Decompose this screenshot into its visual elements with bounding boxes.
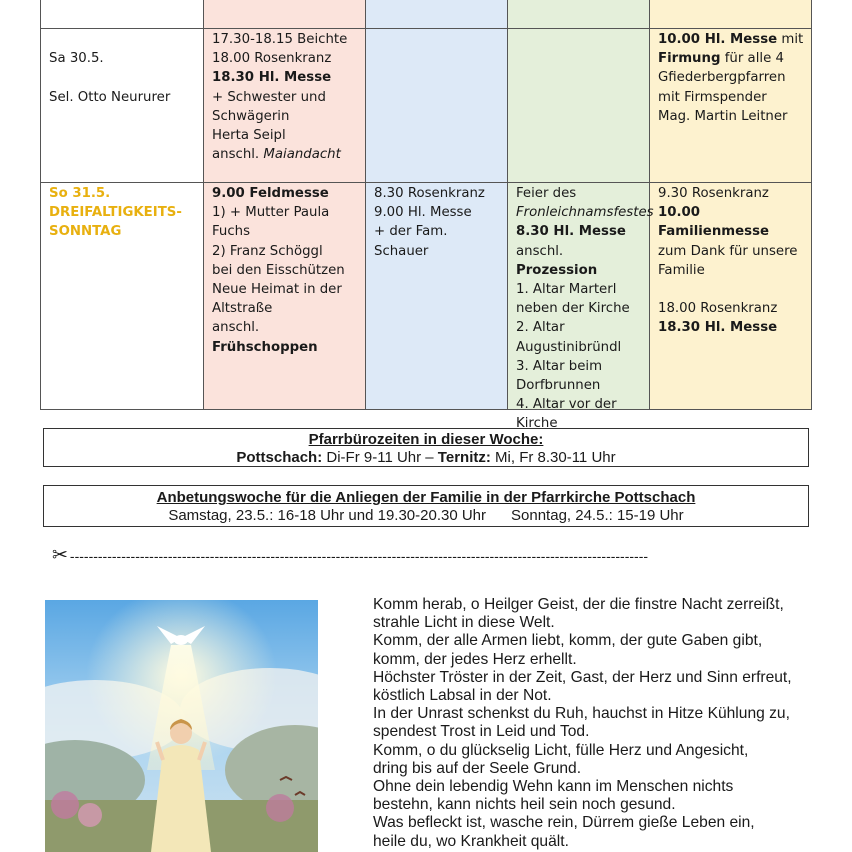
day-date: So 31.5. xyxy=(49,186,111,201)
adoration-title: Anbetungswoche für die Anliegen der Familie in der Pfarrkirche Pottschach xyxy=(156,489,696,506)
sunday-parish-2: 8.30 Rosenkranz 9.00 Hl. Messe + der Fam. Schauer xyxy=(374,186,485,259)
then-label: anschl. xyxy=(516,243,564,259)
feast-name: DREIFALTIGKEITS- SONNTAG xyxy=(49,205,182,240)
corpus-christi: Fronleichnamsfestes xyxy=(516,205,654,221)
confirmation: Firmung xyxy=(658,51,721,67)
prayer-line: strahle Licht in diese Welt. xyxy=(373,614,555,632)
pottschach-label: Pottschach: xyxy=(236,449,323,466)
office-hours-box xyxy=(43,428,809,467)
may-devotion: Maiandacht xyxy=(263,147,341,163)
feast-intro: Feier des xyxy=(516,186,577,201)
office-hours-title: Pfarrbürozeiten in dieser Woche: xyxy=(308,431,544,448)
rosary: 9.30 Rosenkranz xyxy=(658,186,769,201)
saturday-parish-1 xyxy=(204,30,366,164)
field-mass: 9.00 Feldmesse xyxy=(212,186,329,201)
thanks-rosary: zum Dank für unsere Familie 18.00 Rosenkranz xyxy=(658,243,798,317)
dash-line: ---------------------------------------------------------------------------------------------------------------------------- xyxy=(69,548,649,564)
prayer-line: bestehn, kann nichts heil sein noch gesund. xyxy=(373,796,676,814)
office-hours-line xyxy=(44,449,808,467)
confession-rosary: 17.30-18.15 Beichte 18.00 Rosenkranz xyxy=(212,32,348,67)
day-saint: Sel. Otto Neururer xyxy=(49,89,171,105)
prayer-line: dring bis auf der Seele Grund. xyxy=(373,759,582,777)
mass-time: 10.00 Hl. Messe xyxy=(658,32,778,47)
prayer-line: heile du, wo Krankheit quält. xyxy=(373,832,569,850)
saturday-parish-4 xyxy=(650,30,811,126)
prayer-line: spendest Trost in Leid und Tod. xyxy=(373,723,590,741)
cut-line xyxy=(52,546,812,566)
ternitz-label: Ternitz: xyxy=(437,449,491,466)
prayer-line: Ohne dein lebendig Wehn kann im Menschen nichts xyxy=(373,778,734,796)
prayer-line: In der Unrast schenkst du Ruh, hauchst in Hitze Kühlung zu, xyxy=(373,705,790,723)
scissors-icon: ✂ xyxy=(52,546,68,566)
top-row-col2 xyxy=(204,0,366,1)
sunday-parish-1 xyxy=(204,184,366,357)
sunday-parish-4 xyxy=(650,184,811,338)
top-row-col5 xyxy=(650,0,811,1)
morning-pint: Frühschoppen xyxy=(212,339,318,355)
pottschach-hours: Di-Fr 9-11 Uhr – xyxy=(322,449,438,466)
prayer-line: Was befleckt ist, wasche rein, Dürrem gieße Leben ein, xyxy=(373,814,755,832)
prayer-text xyxy=(373,596,813,851)
ternitz-hours: Mi, Fr 8.30-11 Uhr xyxy=(490,449,616,466)
family-mass: 10.00 Familienmesse xyxy=(658,205,770,240)
prayer-line: Höchster Tröster in der Zeit, Gast, der Herz und Sinn erfreut, xyxy=(373,668,792,686)
prayer-line: komm, der jedes Herz erhellt. xyxy=(373,650,577,668)
holy-mass: 18.30 Hl. Messe xyxy=(212,70,332,86)
holy-mass: 8.30 Hl. Messe xyxy=(516,224,626,240)
mass-with: mit xyxy=(777,32,804,47)
prayer-line: Komm, o du glückselig Licht, fülle Herz und Angesicht, xyxy=(373,741,749,759)
evening-mass: 18.30 Hl. Messe xyxy=(658,320,778,336)
intention: + Schwester und Schwägerin Herta Seipl anschl. xyxy=(212,89,326,163)
adoration-box xyxy=(43,485,809,527)
prayer-line: köstlich Labsal in der Not. xyxy=(373,687,552,705)
day-cell-sunday xyxy=(41,184,204,242)
holy-spirit-illustration xyxy=(45,600,318,852)
holy-spirit-picture xyxy=(45,600,318,852)
mass-schedule-table xyxy=(40,0,812,432)
adoration-times: Samstag, 23.5.: 16-18 Uhr und 19.30-20.30 Uhr Sonntag, 24.5.: 15-19 Uhr xyxy=(168,507,684,524)
day-date: Sa 30.5. xyxy=(49,51,104,67)
prayer-line: Komm herab, o Heilger Geist, der die finstre Nacht zerreißt, xyxy=(373,596,784,613)
procession: Prozession xyxy=(516,262,598,278)
confirmation-details: für alle 4 Gfiederbergpfarren mit Firmspender Mag. Martin Leitner xyxy=(658,51,788,124)
row-divider xyxy=(41,28,811,29)
altar-list: 1. Altar Marterl neben der Kirche 2. Altar Augustinibründl 3. Altar beim Dorfbrunnen 4. Altar vor der Kirche xyxy=(516,282,630,432)
sunday-parish-3 xyxy=(508,184,654,434)
row-divider xyxy=(41,182,811,183)
day-cell-saturday xyxy=(41,30,204,126)
intentions: 1) + Mutter Paula Fuchs 2) Franz Schöggl bei den Eisschützen Neue Heimat in der Altstraße anschl. xyxy=(212,205,345,336)
prayer-line: Komm, der alle Armen liebt, komm, der gute Gaben gibt, xyxy=(373,632,763,650)
